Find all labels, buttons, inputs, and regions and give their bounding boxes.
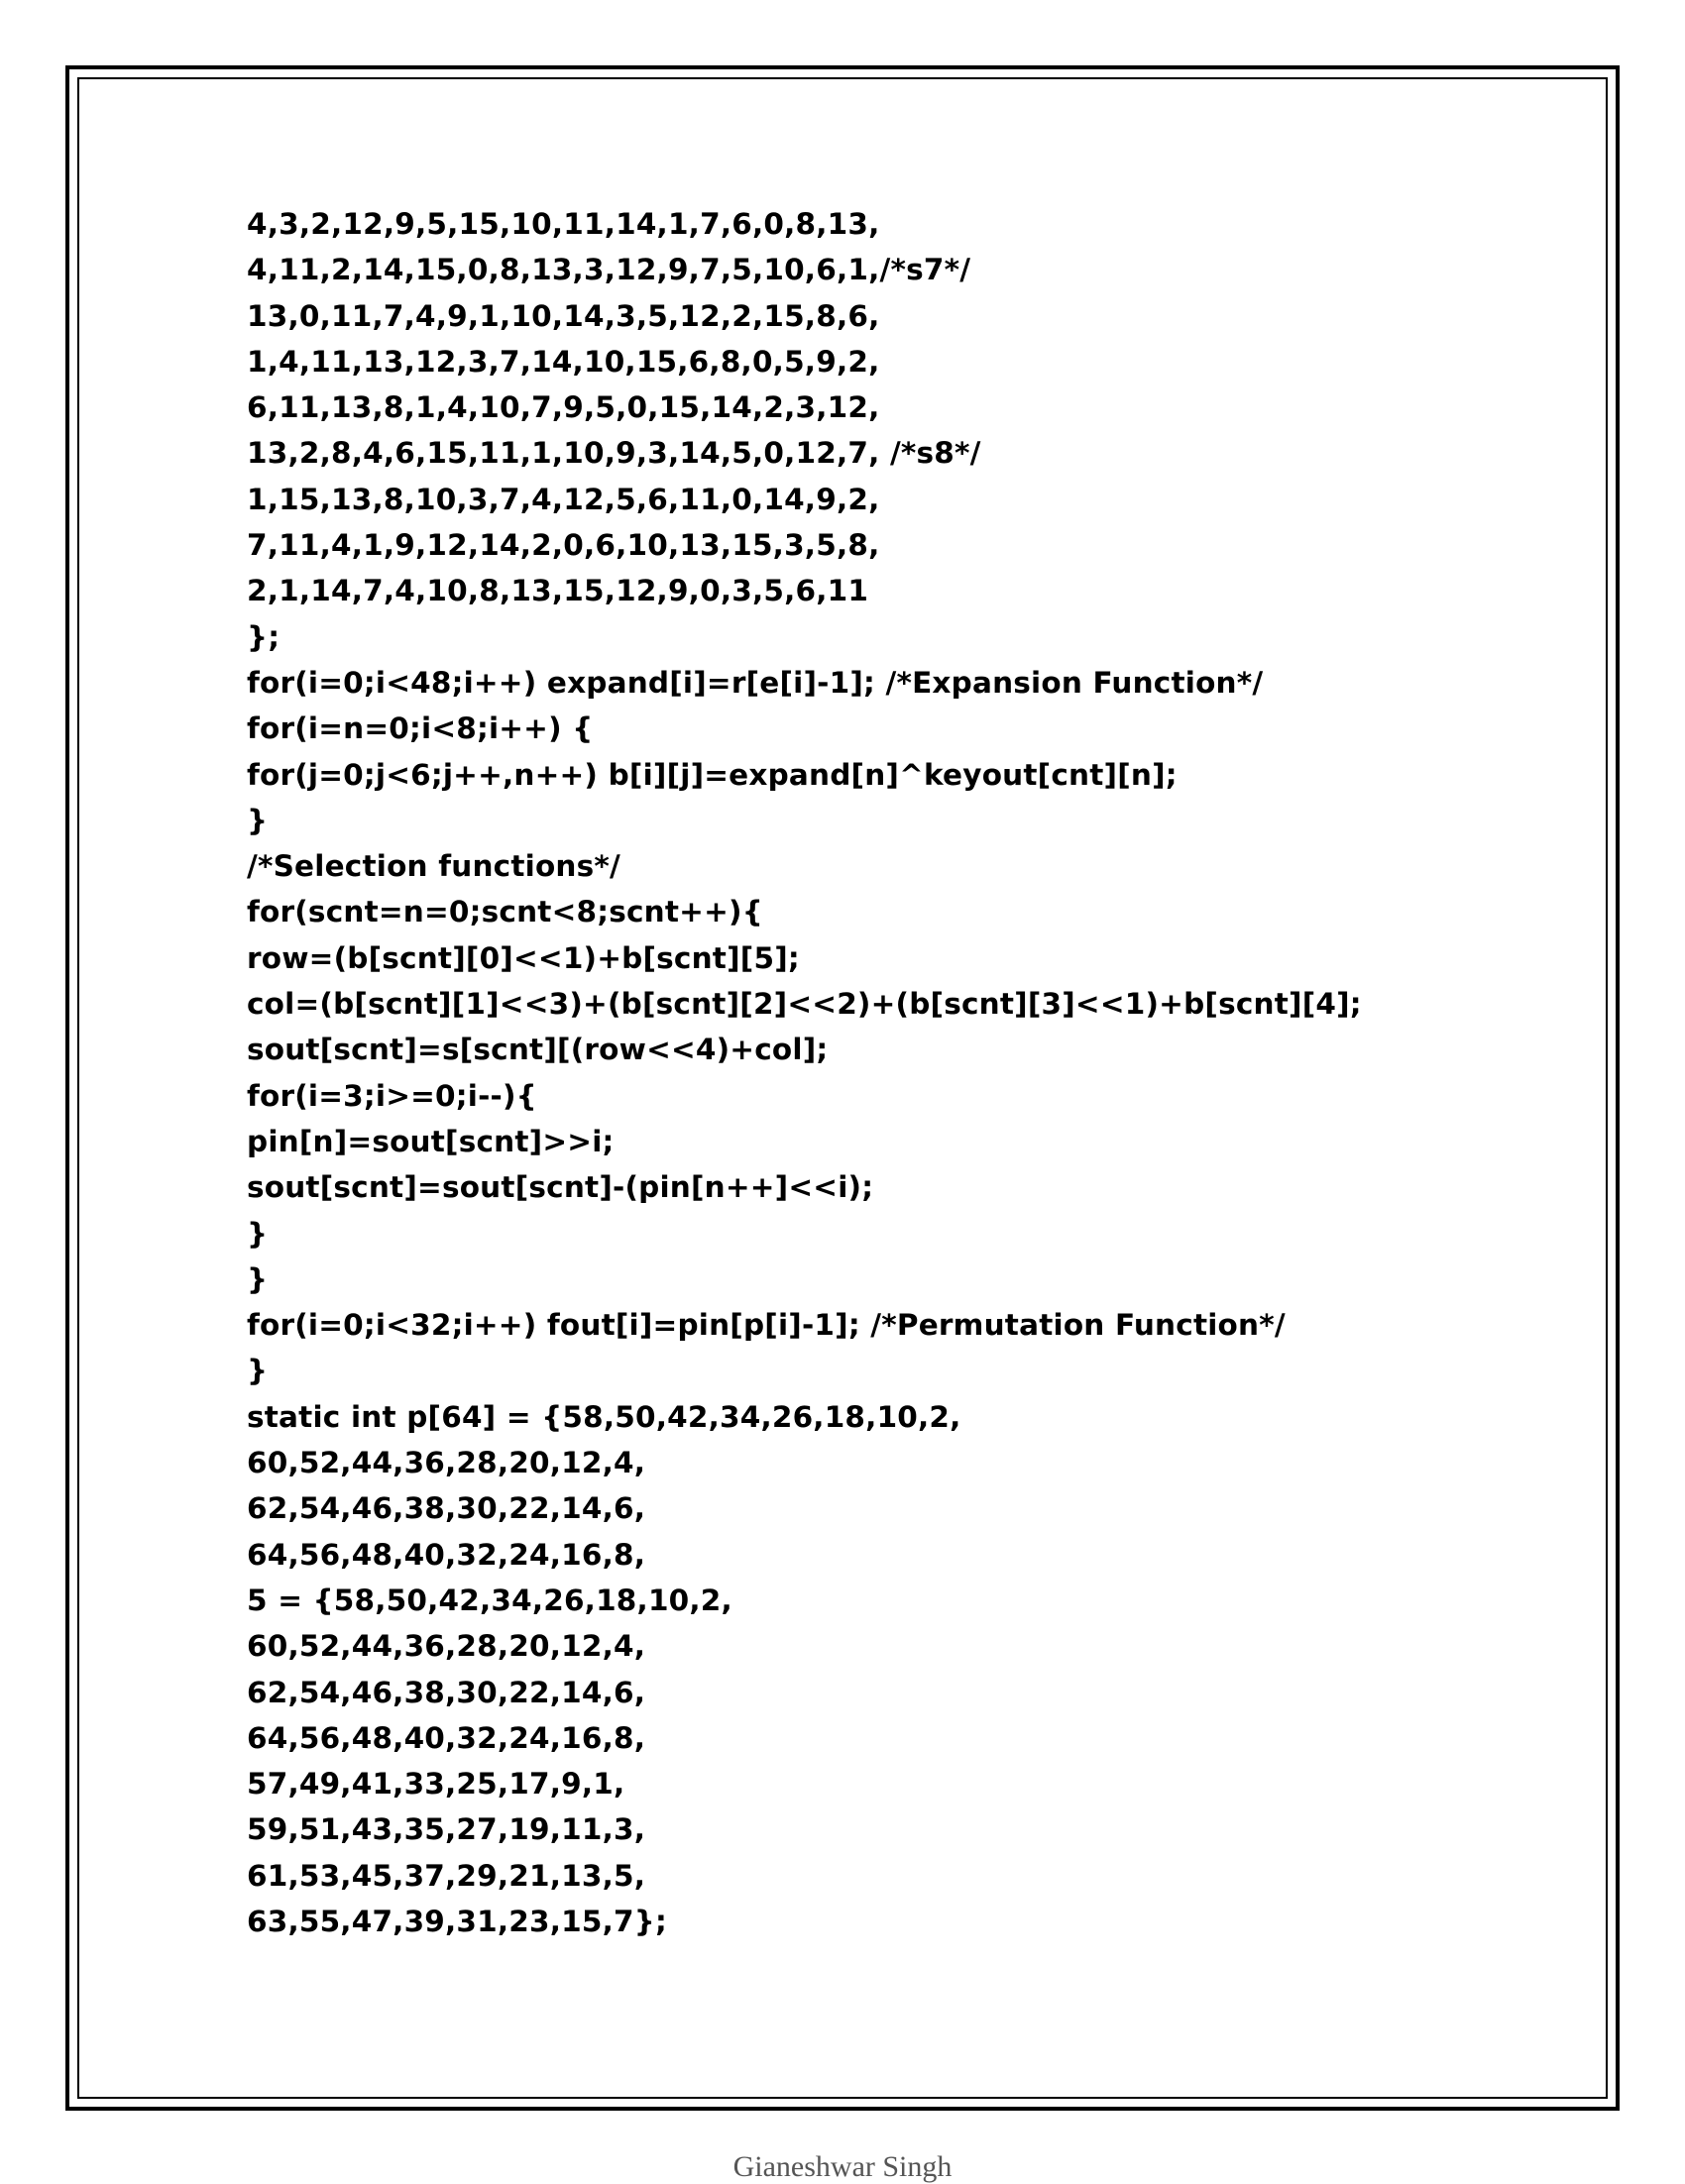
code-line: } [247,1354,269,1388]
code-line: 4,11,2,14,15,0,8,13,3,12,9,7,5,10,6,1,/*s7*/ [247,253,971,287]
code-line: for(j=0;j<6;j++,n++) b[i][j]=expand[n]^keyout[cnt][n]; [247,757,1178,792]
code-line: col=(b[scnt][1]<<3)+(b[scnt][2]<<2)+(b[scnt][3]<<1)+b[scnt][4]; [247,987,1362,1022]
code-line: 4,3,2,12,9,5,15,10,11,14,1,7,6,0,8,13, [247,207,880,241]
code-line: 1,4,11,13,12,3,7,14,10,15,6,8,0,5,9,2, [247,344,880,379]
code-line: for(scnt=n=0;scnt<8;scnt++){ [247,895,763,929]
code-line: static int p[64] = {58,50,42,34,26,18,10,2, [247,1399,961,1434]
code-line: sout[scnt]=s[scnt][(row<<4)+col]; [247,1033,829,1067]
code-line: for(i=0;i<32;i++) fout[i]=pin[p[i]-1]; /*Permutation Function*/ [247,1308,1286,1343]
code-line: 61,53,45,37,29,21,13,5, [247,1858,646,1893]
code-line: 62,54,46,38,30,22,14,6, [247,1675,646,1709]
code-line: } [247,803,269,837]
code-line: 5 = {58,50,42,34,26,18,10,2, [247,1583,732,1617]
code-line: 57,49,41,33,25,17,9,1, [247,1767,625,1802]
code-line: 13,2,8,4,6,15,11,1,10,9,3,14,5,0,12,7, /*s8*/ [247,436,981,471]
code-line: for(i=n=0;i<8;i++) { [247,711,594,746]
code-line: /*Selection functions*/ [247,849,620,884]
code-line: 63,55,47,39,31,23,15,7}; [247,1904,667,1938]
code-line: 13,0,11,7,4,9,1,10,14,3,5,12,2,15,8,6, [247,298,880,333]
code-line: 62,54,46,38,30,22,14,6, [247,1491,646,1526]
code-line: for(i=0;i<48;i++) expand[i]=r[e[i]-1]; /*Expansion Function*/ [247,665,1264,700]
code-line: 64,56,48,40,32,24,16,8, [247,1537,646,1572]
code-line: 7,11,4,1,9,12,14,2,0,6,10,13,15,3,5,8, [247,528,880,563]
code-line: 64,56,48,40,32,24,16,8, [247,1720,646,1755]
code-line: 6,11,13,8,1,4,10,7,9,5,0,15,14,2,3,12, [247,390,880,425]
code-line: 59,51,43,35,27,19,11,3, [247,1812,646,1847]
code-line: 1,15,13,8,10,3,7,4,12,5,6,11,0,14,9,2, [247,482,880,516]
code-line: sout[scnt]=sout[scnt]-(pin[n++]<<i); [247,1170,874,1205]
code-line: for(i=3;i>=0;i--){ [247,1078,537,1113]
code-listing [247,201,1535,1944]
code-line: 2,1,14,7,4,10,8,13,15,12,9,0,3,5,6,11 [247,574,869,608]
code-line: } [247,1261,269,1296]
code-line: pin[n]=sout[scnt]>>i; [247,1124,615,1158]
footer-author: Gianeshwar Singh [732,2150,953,2183]
code-line: 60,52,44,36,28,20,12,4, [247,1446,646,1480]
code-line: }; [247,619,281,654]
code-line: } [247,1216,269,1251]
code-line: 60,52,44,36,28,20,12,4, [247,1629,646,1664]
code-line: row=(b[scnt][0]<<1)+b[scnt][5]; [247,940,800,975]
